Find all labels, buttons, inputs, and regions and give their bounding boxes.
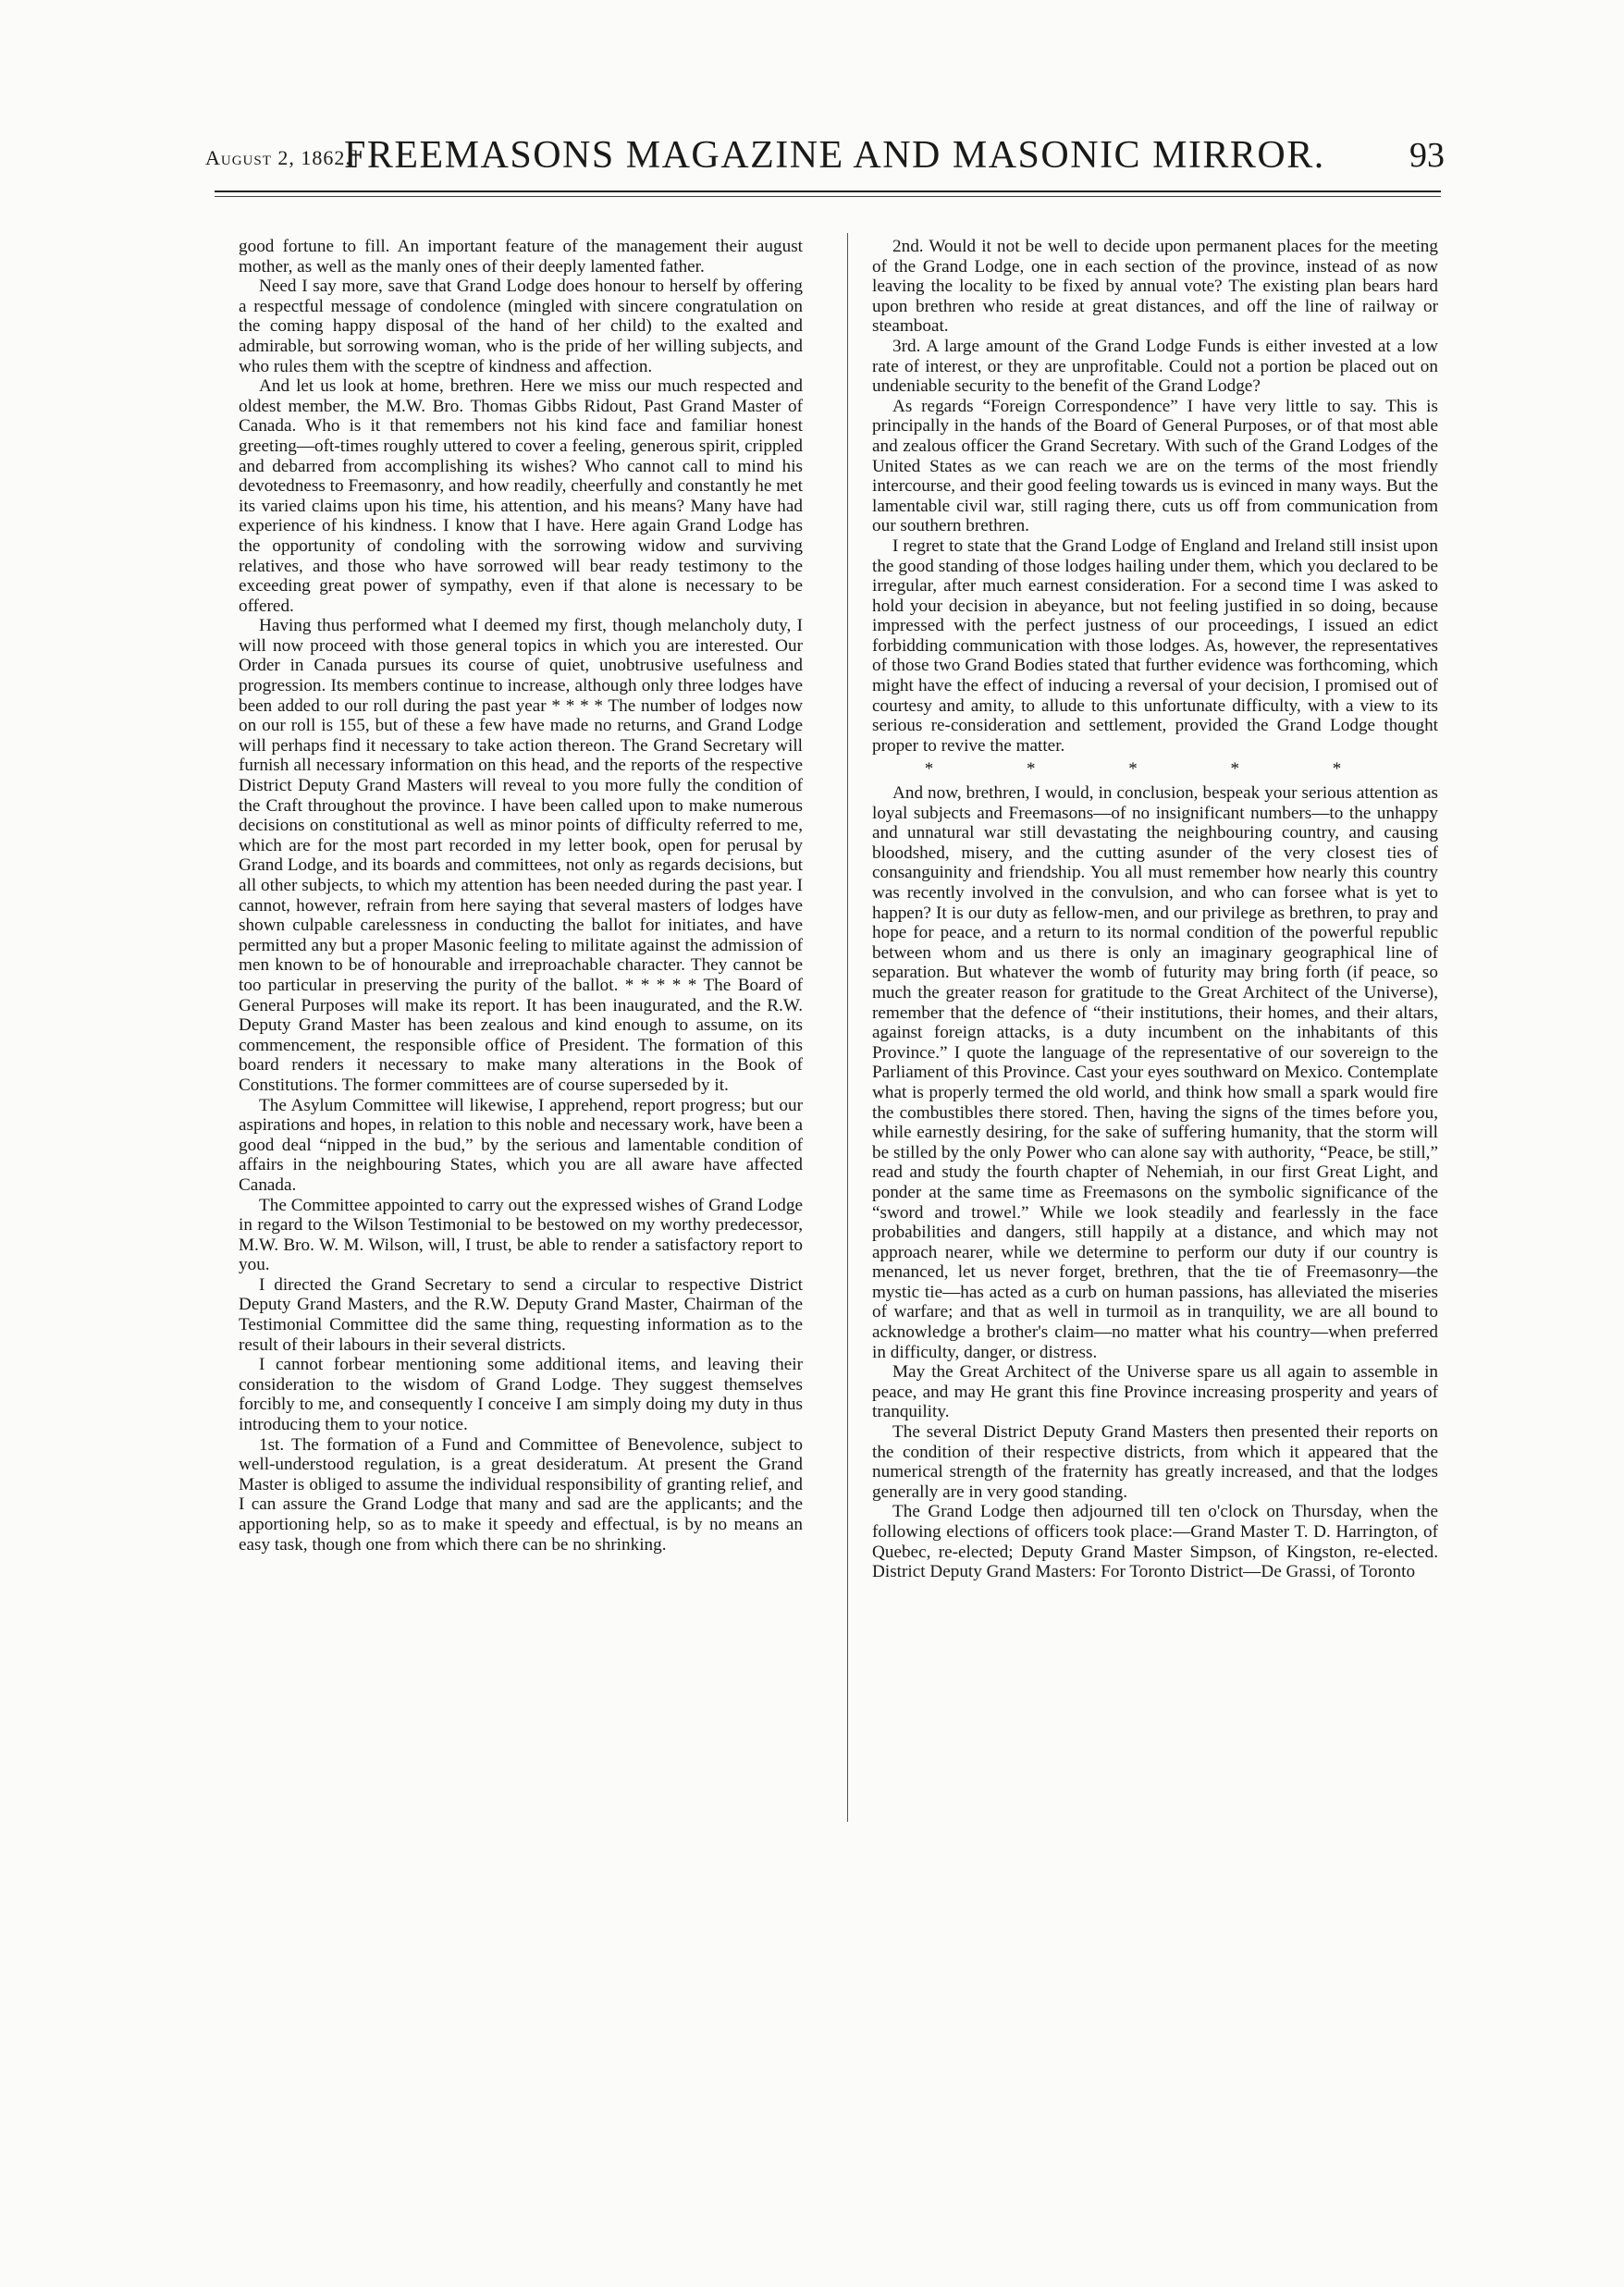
paragraph: Need I say more, save that Grand Lodge does honour to herself by offering a respectful message of condolence (mingled with sincere congratulation on the coming happy disposal of the hand of her child) to the exalted and admirable, but sorrowing woman, who is the pride of her willing subjects, and who rules them with the sceptre of kindness and affection. [239, 277, 803, 376]
magazine-title: FREEMASONS MAGAZINE AND MASONIC MIRROR. [344, 134, 1325, 177]
column-divider [847, 233, 848, 1822]
paragraph: The several District Deputy Grand Masters then presented their reports on the condition of their respective districts, from which it appeared that the numerical strength of the fraternity has greatly increased, and that the lodges generally are in very good standing. [872, 1422, 1438, 1502]
paragraph: And now, brethren, I would, in conclusion, bespeak your serious attention as loyal subjects and Freemasons—of no insignificant numbers—to the unhappy and unnatural war still devastating the neighbouring country, and causing bloodshed, misery, and the cutting asunder of the very closest ties of consanguinity and friendship. You all must remember how nearly this country was recently involved in the convulsion, and who can forsee what is yet to happen? It is our duty as fellow-men, and our privilege as brethren, to pray and hope for peace, and a return to its normal condition of the powerful republic between whom and us there is only an imaginary geographical line of separation. But whatever the womb of futurity may bring forth (if peace, so much the greater reason for gratitude to the Great Architect of the Universe), remember that the defence of “their institutions, their homes, and their altars, against foreign attacks, is a duty incumbent on the inhabitants of this Province.” I quote the language of the representative of our sovereign to the Parliament of this Province. Cast your eyes southward on Mexico. Contemplate what is properly termed the old world, and think how small a spark would fire the combustibles there stored. Then, having the signs of the times before you, while earnestly desiring, for the sake of suffering humanity, that the storm will be stilled by the only Power who can alone say with authority, “Peace, be still,” read and study the fourth chapter of Nehemiah, in our first Great Light, and ponder at the same time as Freemasons on the symbolic significance of the “sword and trowel.” While we look steadily and fearlessly in the face probabilities and dangers, still happily at a distance, and which may not approach nearer, while we determine to perform our duty if our country is menanced, let us never forget, brethren, that the tie of Freemasonry—the mystic tie—has acted as a curb on human passions, has alleviated the miseries of warfare; and that as well in turmoil as in tranquility, we are all bound to acknowledge a brother's claim—no matter what his country—when preferred in difficulty, danger, or distress. [872, 783, 1438, 1362]
paragraph: 3rd. A large amount of the Grand Lodge Funds is either invested at a low rate of interest, or they are unprofitable. Could not a portion be placed out on undeniable security to the benefit of the Grand Lodge? [872, 336, 1438, 397]
paragraph: I regret to state that the Grand Lodge of England and Ireland still insist upon the good standing of those lodges hailing under them, which you declared to be irregular, after much earnest consideration. For a second time I was asked to hold your decision in abeyance, but not feeling justified in so doing, because impressed with the perfect justness of our proceedings, I issued an edict forbidding communication with those lodges. As, however, the representatives of those two Grand Bodies stated that further evidence was forthcoming, which might have the effect of inducing a reversal of your decision, I promised out of courtesy and amity, to allude to this unfortunate difficulty, with a view to its serious re-consideration and settlement, provided the Grand Lodge thought proper to revive the matter. [872, 535, 1438, 756]
left-column [239, 237, 803, 1555]
paragraph: 2nd. Would it not be well to decide upon permanent places for the meeting of the Grand Lodge, one in each section of the province, instead of as now leaving the locality to be fixed by annual vote? The existing plan bears hard upon brethren who reside at great distances, and off the line of railway or steamboat. [872, 237, 1438, 337]
paragraph: The Committee appointed to carry out the expressed wishes of Grand Lodge in regard to the Wilson Testimonial to be bestowed on my worthy predecessor, M.W. Bro. W. M. Wilson, will, I trust, be able to render a satisfactory report to you. [239, 1195, 803, 1275]
masthead [205, 129, 1445, 185]
issue-date: August 2, 1862.] [205, 146, 360, 169]
right-column [872, 237, 1438, 1582]
paragraph: And let us look at home, brethren. Here we miss our much respected and oldest member, the M.W. Bro. Thomas Gibbs Ridout, Past Grand Master of Canada. Who is it that remembers not his kind face and familiar honest greeting—oft-times roughly uttered to cover a feeling, generous spirit, crippled and debarred from accomplishing its wishes? Who cannot call to mind his devotedness to Freemasonry, and how readily, cheerfully and constantly he met its varied claims upon his time, his attention, and his means? Many have had experience of his kindness. I know that I have. Here again Grand Lodge has the opportunity of condoling with the sorrowing widow and surviving relatives, and those who have sorrowed will bear ready testimony to the exceeding great power of sympathy, even if that alone is necessary to be offered. [239, 376, 803, 616]
paragraph: Having thus performed what I deemed my first, though melancholy duty, I will now proceed with those general topics in which you are interested. Our Order in Canada pursues its course of quiet, unobtrusive usefulness and progression. Its members continue to increase, although only three lodges have been added to our roll during the past year * * * * The number of lodges now on our roll is 155, but of these a few have made no returns, and Grand Lodge will perhaps find it necessary to take action thereon. The Grand Secretary will furnish all necessary information on this head, and the reports of the respective District Deputy Grand Masters will reveal to you more fully the condition of the Craft throughout the province. I have been called upon to make numerous decisions on constitutional as well as minor points of difficulty referred to me, which are for the most part recorded in my letter book, open for perusal by Grand Lodge, and its boards and committees, not only as regards decisions, but all other subjects, to which my attention has been needed during the past year. I cannot, however, refrain from here saying that several masters of lodges have shown culpable carelessness in conducting the ballot for initiates, and have permitted any but a proper Masonic feeling to militate against the admission of men known to be of honourable and irreproachable character. They cannot be too particular in preserving the purity of the ballot. * * * * * The Board of General Purposes will make its report. It has been inaugurated, and the R.W. Deputy Grand Master has been zealous and kind enough to assume, on its commencement, the responsible office of President. The formation of this board renders it necessary to make many alterations in the Book of Constitutions. The former committees are of course superseded by it. [239, 616, 803, 1095]
paragraph: The Grand Lodge then adjourned till ten o'clock on Thursday, when the following elections of officers took place:—Grand Master T. D. Harrington, of Quebec, re-elected; Deputy Grand Master Simpson, of Kingston, re-elected. District Deputy Grand Masters: For Toronto District—De Grassi, of Toronto [872, 1502, 1438, 1582]
page-number: 93 [1409, 136, 1445, 175]
paragraph: As regards “Foreign Correspondence” I have very little to say. This is principally in the hands of the Board of General Purposes, or of that most able and zealous officer the Grand Secretary. With such of the Grand Lodges of the United States as we can reach we are on the terms of the most friendly intercourse, and their good feeling towards us is evinced in many ways. But the lamentable civil war, still raging there, cuts us off from communication from our southern brethren. [872, 396, 1438, 536]
paragraph: The Asylum Committee will likewise, I apprehend, report progress; but our aspirations and hopes, in relation to this noble and necessary work, have been a good deal “nipped in the bud,” by the serious and lamentable condition of affairs in the neighbouring States, which you are all aware have affected Canada. [239, 1095, 803, 1195]
paragraph: 1st. The formation of a Fund and Committee of Benevolence, subject to well-understood regulation, is a great desideratum. At present the Grand Master is obliged to assume the individual responsibility of granting relief, and I can assure the Grand Lodge that many and sad are the applicants; and the apportioning help, so as to make it speedy and effectual, is by no means an easy task, though one from which there can be no shrinking. [239, 1434, 803, 1555]
paragraph: May the Great Architect of the Universe spare us all again to assemble in peace, and may He grant this fine Province increasing prosperity and years of tranquility. [872, 1362, 1438, 1422]
paragraph: I cannot forbear mentioning some additional items, and leaving their consideration to the wisdom of Grand Lodge. They suggest themselves forcibly to me, and consequently I conceive I am simply doing my duty in thus introducing them to your notice. [239, 1355, 803, 1435]
header-rule [215, 191, 1441, 197]
section-break: * * * * * [924, 759, 1386, 780]
paragraph: good fortune to fill. An important feature of the management their august mother, as well as the manly ones of their deeply lamented father. [239, 237, 803, 277]
paragraph: I directed the Grand Secretary to send a circular to respective District Deputy Grand Masters, and the R.W. Deputy Grand Master, Chairman of the Testimonial Committee did the same thing, requesting information as to the result of their labours in their several districts. [239, 1274, 803, 1355]
